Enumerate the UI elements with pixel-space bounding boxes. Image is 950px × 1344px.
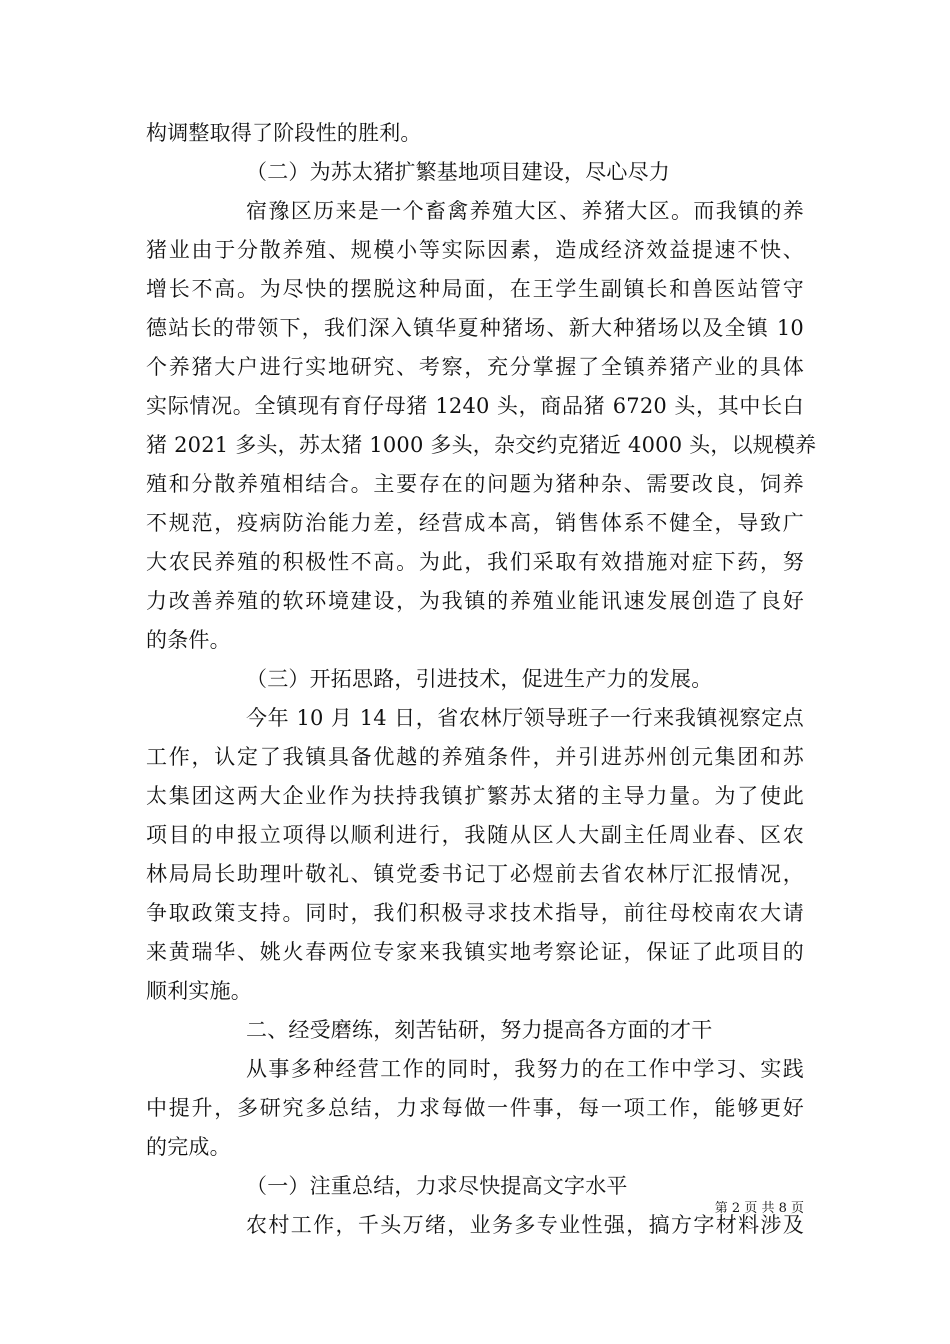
section-heading: （一）注重总结，力求尽快提高文字水平 bbox=[246, 1174, 628, 1198]
text-line: 顺利实施。 bbox=[146, 979, 252, 1003]
text-line: 不规范，疫病防治能力差，经营成本高，销售体系不健全，导致广 bbox=[146, 511, 804, 535]
text-line: 增长不高。为尽快的摆脱这种局面，在王学生副镇长和兽医站管守 bbox=[146, 277, 804, 301]
text-line: 今年 10 月 14 日，省农林厅领导班子一行来我镇视察定点 bbox=[246, 706, 804, 730]
text-line: 德站长的带领下，我们深入镇华夏种猪场、新大种猪场以及全镇 10 bbox=[146, 316, 804, 340]
text-line: 农村工作，千头万绪，业务多专业性强，搞方字材料涉及 bbox=[246, 1213, 804, 1237]
section-heading: 二、经受磨练，刻苦钻研，努力提高各方面的才干 bbox=[246, 1018, 713, 1042]
text-line: 太集团这两大企业作为扶持我镇扩繁苏太猪的主导力量。为了使此 bbox=[146, 784, 804, 808]
text-line: 构调整取得了阶段性的胜利。 bbox=[146, 121, 422, 145]
text-line: 来黄瑞华、姚火春两位专家来我镇实地考察论证，保证了此项目的 bbox=[146, 940, 804, 964]
text-line: 争取政策支持。同时，我们积极寻求技术指导，前往母校南农大请 bbox=[146, 901, 804, 925]
text-line: 的完成。 bbox=[146, 1135, 231, 1159]
text-line: 宿豫区历来是一个畜禽养殖大区、养猪大区。而我镇的养 bbox=[246, 199, 804, 223]
text-line: 殖和分散养殖相结合。主要存在的问题为猪种杂、需要改良，饲养 bbox=[146, 472, 804, 496]
text-line: 项目的申报立项得以顺利进行，我随从区人大副主任周业春、区农 bbox=[146, 823, 804, 847]
text-line: 力改善养殖的软环境建设，为我镇的养殖业能讯速发展创造了良好 bbox=[146, 589, 804, 613]
section-heading: （二）为苏太猪扩繁基地项目建设，尽心尽力 bbox=[246, 160, 670, 184]
text-line: 个养猪大户进行实地研究、考察，充分掌握了全镇养猪产业的具体 bbox=[146, 355, 804, 379]
text-line: 猪业由于分散养殖、规模小等实际因素，造成经济效益提速不快、 bbox=[146, 238, 804, 262]
text-line: 猪 2021 多头，苏太猪 1000 多头，杂交约克猪近 4000 头，以规模养 bbox=[146, 433, 817, 457]
section-heading: （三）开拓思路，引进技术，促进生产力的发展。 bbox=[246, 667, 713, 691]
text-line: 中提升，多研究多总结，力求每做一件事，每一项工作，能够更好 bbox=[146, 1096, 804, 1120]
text-line: 实际情况。全镇现有育仔母猪 1240 头，商品猪 6720 头，其中长白 bbox=[146, 394, 804, 418]
document-body bbox=[146, 114, 817, 1245]
text-line: 工作，认定了我镇具备优越的养殖条件，并引进苏州创元集团和苏 bbox=[146, 745, 804, 769]
text-line: 从事多种经营工作的同时，我努力的在工作中学习、实践 bbox=[246, 1057, 804, 1081]
text-line: 大农民养殖的积极性不高。为此，我们采取有效措施对症下药，努 bbox=[146, 550, 804, 574]
page-number-footer: 第 2 页 共 8 页 bbox=[714, 1201, 804, 1216]
text-line: 的条件。 bbox=[146, 628, 231, 652]
text-line: 林局局长助理叶敬礼、镇党委书记丁必煜前去省农林厅汇报情况， bbox=[146, 862, 804, 886]
